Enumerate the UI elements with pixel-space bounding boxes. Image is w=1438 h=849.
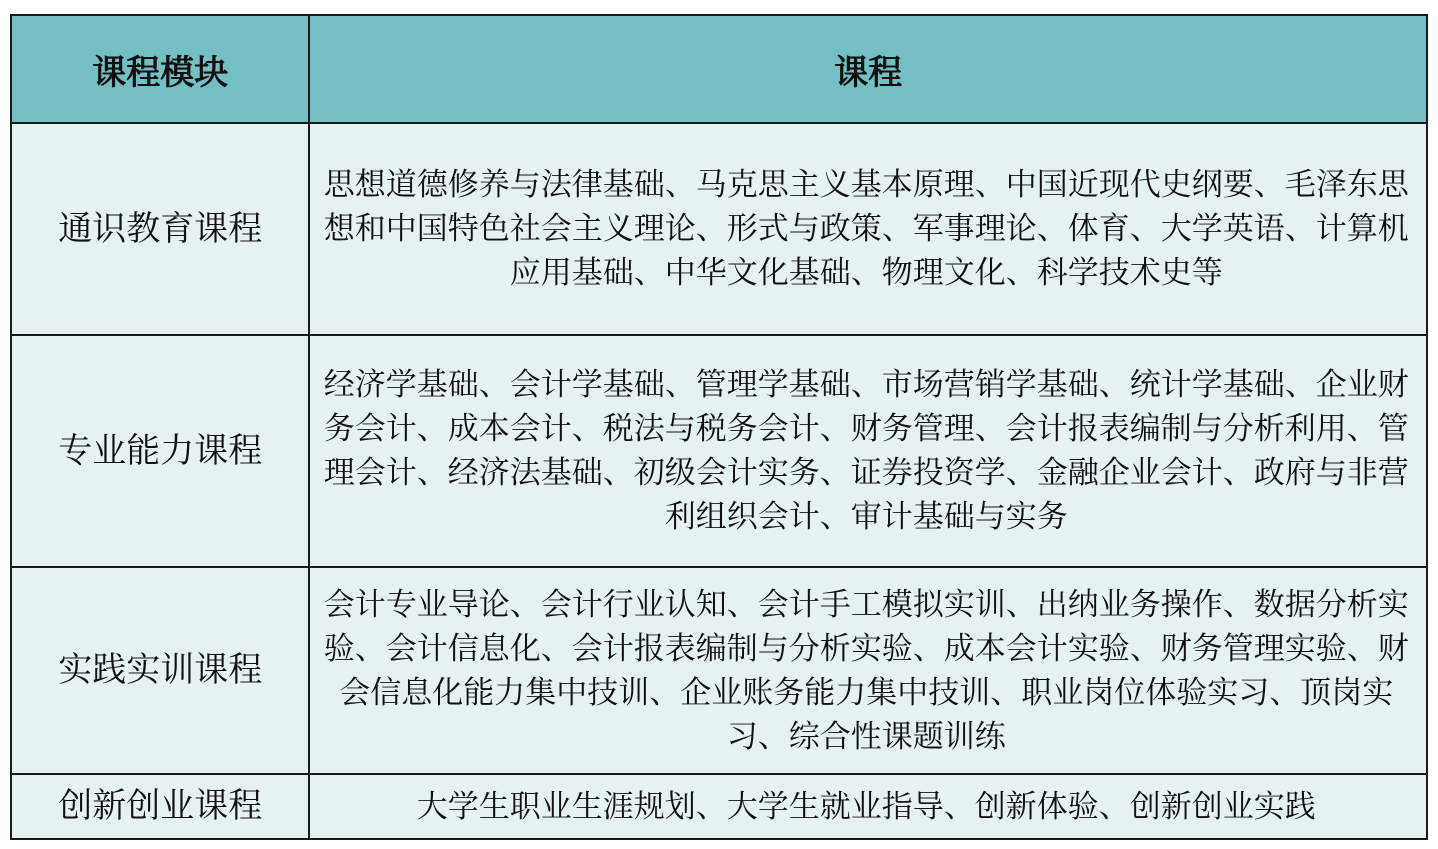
course-cell: 经济学基础、会计学基础、管理学基础、市场营销学基础、统计学基础、企业财务会计、成本会计、税法与税务会计、财务管理、会计报表编制与分析利用、管理会计、经济法基础、初级会计实务、证券投资学、金融企业会计、政府与非营利组织会计、审计基础与实务 <box>309 335 1427 567</box>
module-cell: 实践实训课程 <box>11 567 309 774</box>
header-course: 课程 <box>309 15 1427 123</box>
course-cell: 大学生职业生涯规划、大学生就业指导、创新体验、创新创业实践 <box>309 774 1427 839</box>
course-cell: 会计专业导论、会计行业认知、会计手工模拟实训、出纳业务操作、数据分析实验、会计信息化、会计报表编制与分析实验、成本会计实验、财务管理实验、财会信息化能力集中技训、企业账务能力集中技训、职业岗位体验实习、顶岗实习、综合性课题训练 <box>309 567 1427 774</box>
header-module: 课程模块 <box>11 15 309 123</box>
table-row <box>11 567 1427 774</box>
module-cell: 专业能力课程 <box>11 335 309 567</box>
table-header-row <box>11 15 1427 123</box>
module-cell: 创新创业课程 <box>11 774 309 839</box>
course-cell: 思想道德修养与法律基础、马克思主义基本原理、中国近现代史纲要、毛泽东思想和中国特色社会主义理论、形式与政策、军事理论、体育、大学英语、计算机应用基础、中华文化基础、物理文化、科学技术史等 <box>309 123 1427 335</box>
module-cell: 通识教育课程 <box>11 123 309 335</box>
table-row <box>11 335 1427 567</box>
table-row <box>11 774 1427 839</box>
course-module-table <box>10 14 1428 840</box>
table-row <box>11 123 1427 335</box>
